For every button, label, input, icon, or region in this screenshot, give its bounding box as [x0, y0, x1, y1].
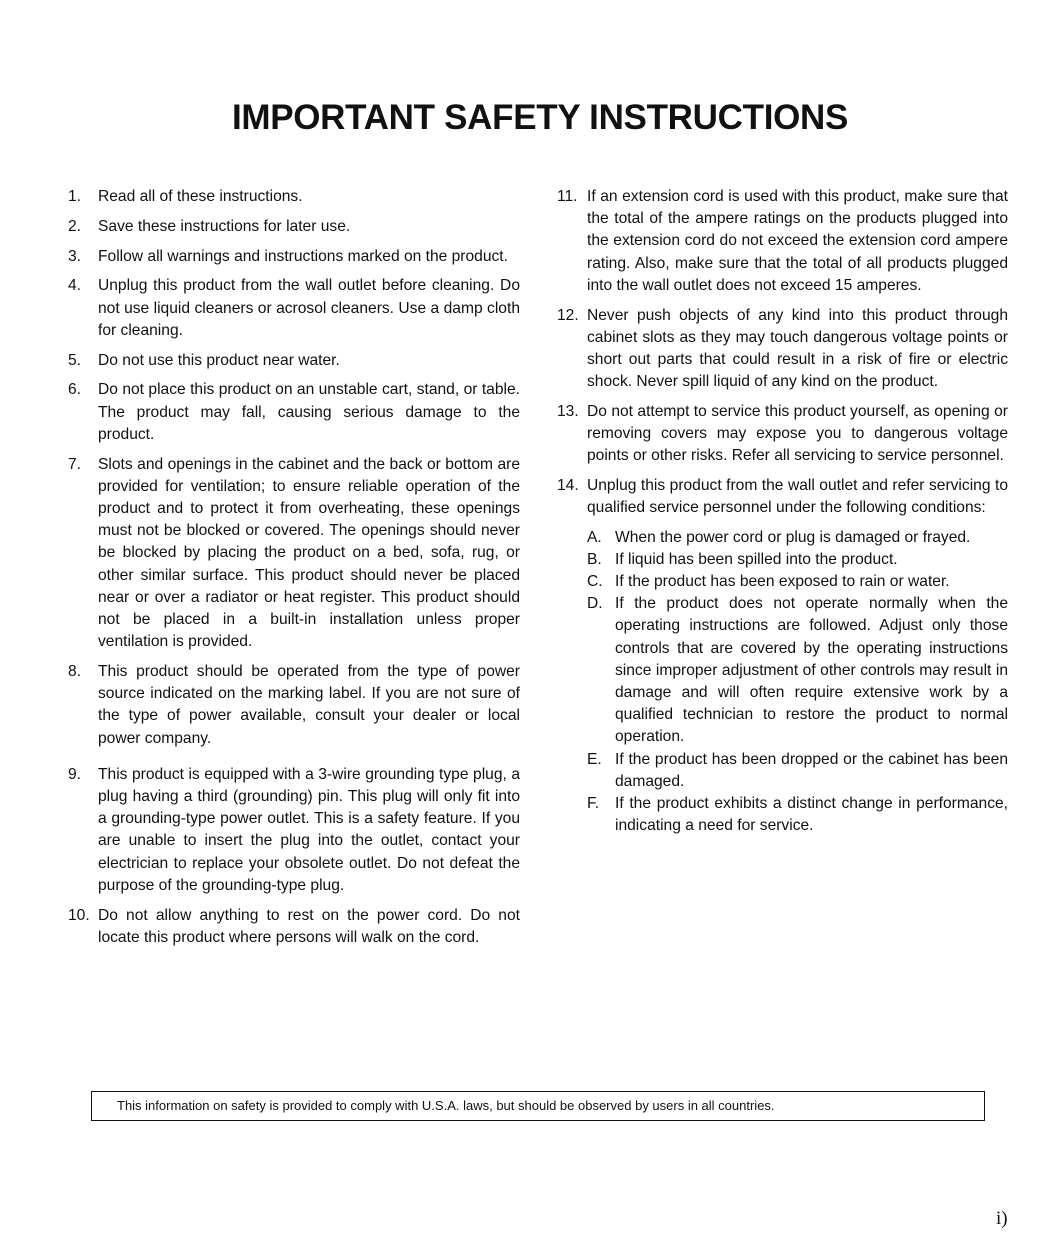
item-text: This product is equipped with a 3-wire grounding type plug, a plug having a third (grounding) pin. This plug will only fit into a grounding-type power outlet. This is a safety feature. If you are unable to insert the plug into the outlet, contact your electrician to replace your obsolete outlet. Do not defeat the purpose of the grounding-type plug. [98, 765, 520, 894]
condition-item-b [587, 549, 1008, 571]
item-number: 8. [68, 663, 82, 681]
instruction-item-6 [68, 379, 520, 446]
item-text: Unplug this product from the wall outlet before cleaning. Do not use liquid cleaners or acrosol cleaners. Use a damp cloth for cleaning. [98, 277, 520, 339]
item-text: Read all of these instructions. [98, 188, 303, 205]
item-number: 12. [557, 306, 579, 324]
item-text: Save these instructions for later use. [98, 217, 351, 235]
item-text: Do not place this product on an unstable cart, stand, or table. The product may fall, causing serious damage to the product. [98, 381, 520, 443]
item-number: 6. [68, 381, 82, 399]
item-number: 5. [68, 351, 82, 369]
instruction-item-7 [68, 454, 520, 654]
condition-text: If liquid has been spilled into the product. [615, 550, 898, 568]
item-text: This product should be operated from the type of power source indicated on the marking label. If you are not sure of the type of power available, consult your dealer or local power company. [98, 663, 520, 747]
condition-text: If the product has been dropped or the cabinet has been damaged. [615, 750, 1008, 790]
item-number: 13. [557, 403, 579, 421]
item-text: Do not attempt to service this product yourself, as opening or removing covers may expose you to dangerous voltage points or other risks. Refer all servicing to service personnel. [587, 403, 1008, 465]
item-number: 1. [68, 188, 82, 205]
condition-item-d [587, 593, 1008, 748]
condition-letter: D. [587, 595, 603, 613]
item-text: Slots and openings in the cabinet and the back or bottom are provided for ventilation; to ensure reliable operation of the product and to protect it from overheating, these openings must not be blocked or covered. The openings should never be blocked by placing the product on a bed, sofa, rug, or other similar surface. This product should never be placed near or over a radiator or heat register. This product should not be placed in a built-in installation unless proper ventilation is provided. [98, 455, 520, 651]
page-title: IMPORTANT SAFETY INSTRUCTIONS [231, 98, 849, 137]
item-number: 14. [557, 477, 579, 495]
item-number: 10. [68, 906, 90, 924]
item-number: 7. [68, 455, 82, 473]
condition-letter: B. [587, 550, 602, 568]
condition-text: If the product exhibits a distinct change in performance, indicating a need for service. [615, 795, 1008, 835]
item-text: Follow all warnings and instructions marked on the product. [98, 247, 508, 265]
instruction-item-14 [557, 475, 1008, 837]
item-body [587, 475, 1008, 837]
safety-notice-box: This information on safety is provided to comply with U.S.A. laws, but should be observed by users in all countries. [91, 1091, 985, 1121]
item-text: Do not use this product near water. [98, 351, 340, 369]
instruction-item-10 [68, 905, 520, 949]
item-text: Do not allow anything to rest on the power cord. Do not locate this product where persons will walk on the cord. [98, 906, 520, 946]
page-number: i) [996, 1208, 1008, 1229]
item-number: 2. [68, 217, 82, 235]
instruction-item-4 [68, 275, 520, 342]
item-text: Never push objects of any kind into this product through cabinet slots as they may touch dangerous voltage points or short out parts that could result in a risk of fire or electric shock. Never spill liquid of any kind on the product. [587, 306, 1008, 391]
instruction-item-13 [557, 401, 1008, 468]
condition-text: When the power cord or plug is damaged or frayed. [615, 528, 971, 546]
instruction-item-3 [68, 246, 520, 268]
item-number: 9. [68, 765, 82, 783]
item-number: 11. [557, 188, 578, 205]
condition-item-e [587, 749, 1008, 793]
condition-item-f [587, 793, 1008, 837]
condition-text: If the product has been exposed to rain or water. [615, 573, 950, 591]
instruction-item-11 [557, 186, 1008, 297]
condition-item-c [587, 571, 1008, 593]
instruction-item-2 [68, 216, 520, 238]
instruction-item-5 [68, 350, 520, 372]
right-column [557, 186, 1008, 845]
item-number: 3. [68, 247, 82, 265]
instruction-item-9 [68, 764, 520, 897]
item-text: If an extension cord is used with this product, make sure that the total of the ampere ratings on the products plugged into the extension cord do not exceed the extension cord ampere rating. Also, make sure that the total of all products plugged into the wall outlet does not exceed 15 amperes. [587, 188, 1008, 294]
condition-letter: E. [587, 750, 602, 768]
instruction-item-1 [68, 186, 520, 208]
instruction-item-12 [557, 305, 1008, 394]
left-column [68, 186, 520, 957]
condition-letter: C. [587, 573, 603, 591]
condition-item-a [587, 527, 1008, 549]
item-text: Unplug this product from the wall outlet and refer servicing to qualified service personnel under the following conditions: [587, 477, 1008, 517]
condition-letter: F. [587, 795, 600, 813]
condition-letter: A. [587, 528, 602, 546]
instruction-item-8 [68, 661, 520, 750]
condition-text: If the product does not operate normally when the operating instructions are followed. Adjust only those controls that are covered by the operating instructions since improper adjustment of other controls may result in damage and will often require extensive work by a qualified technician to restore the product to normal operation. [615, 595, 1008, 746]
item-number: 4. [68, 277, 82, 295]
